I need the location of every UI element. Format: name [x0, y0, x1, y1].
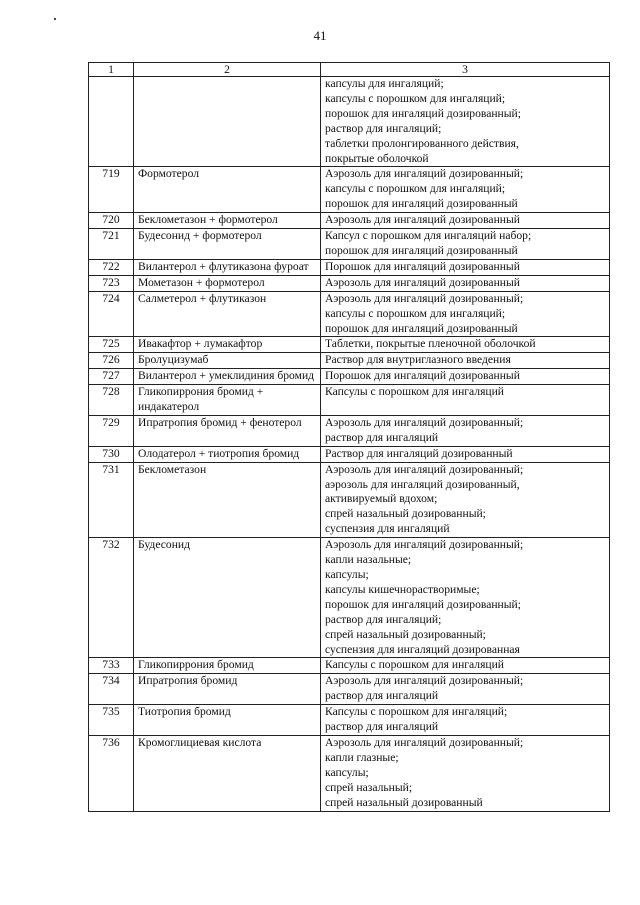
table-row [89, 674, 610, 705]
row-number: 720 [89, 213, 134, 229]
dosage-forms [321, 259, 610, 275]
dosage-form-line: спрей назальный дозированный; [325, 627, 486, 641]
dosage-forms [321, 337, 610, 353]
dosage-form-line: порошок для ингаляций дозированный; [325, 597, 521, 611]
row-number: 723 [89, 275, 134, 291]
row-number: 719 [89, 167, 134, 213]
dosage-form-line: Порошок для ингаляций дозированный [325, 369, 520, 383]
dosage-forms [321, 538, 610, 658]
dosage-form-line: Капсулы с порошком для ингаляций [325, 385, 505, 399]
table-row [89, 446, 610, 462]
dosage-form-line: раствор для ингаляций [325, 689, 439, 703]
dosage-form-line: Раствор для внутриглазного введения [325, 353, 511, 367]
dosage-form-line: Аэрозоль для ингаляций дозированный; [325, 291, 524, 305]
drug-name: Тиотропия бромид [134, 705, 321, 736]
drug-name: Гликопиррония бромид [134, 658, 321, 674]
row-number: 727 [89, 369, 134, 385]
row-number: 721 [89, 229, 134, 260]
dosage-forms [321, 446, 610, 462]
dosage-form-line: Аэрозоль для ингаляций дозированный; [325, 538, 524, 552]
dosage-forms [321, 735, 610, 811]
dosage-form-line: аэрозоль для ингаляций дозированный, [325, 477, 520, 491]
dosage-form-line: суспензия для ингаляций [325, 522, 450, 536]
dosage-form-line: порошок для ингаляций дозированный; [325, 106, 521, 120]
scan-speck [54, 18, 56, 20]
dosage-forms [321, 385, 610, 416]
dosage-form-line: капли назальные; [325, 553, 412, 567]
dosage-form-line: спрей назальный дозированный; [325, 507, 486, 521]
dosage-form-line: капсулы для ингаляций; [325, 77, 444, 90]
table-row [89, 735, 610, 811]
dosage-form-line: суспензия для ингаляций дозированная [325, 642, 520, 656]
table-row [89, 229, 610, 260]
dosage-forms [321, 369, 610, 385]
table-body [89, 77, 610, 812]
table-row [89, 353, 610, 369]
dosage-form-line: раствор для ингаляций [325, 430, 439, 444]
row-number: 735 [89, 705, 134, 736]
dosage-forms [321, 658, 610, 674]
row-number: 736 [89, 735, 134, 811]
row-number: 724 [89, 291, 134, 337]
table-row [89, 658, 610, 674]
dosage-form-line: Аэрозоль для ингаляций дозированный; [325, 415, 524, 429]
dosage-forms [321, 229, 610, 260]
row-number: 734 [89, 674, 134, 705]
table-row [89, 77, 610, 167]
dosage-form-line: спрей назальный дозированный [325, 795, 483, 809]
drug-name: Беклометазон + формотерол [134, 213, 321, 229]
dosage-form-line: Раствор для ингаляций дозированный [325, 446, 513, 460]
dosage-form-line: Аэрозоль для ингаляций дозированный [325, 213, 520, 227]
table-row [89, 337, 610, 353]
dosage-forms [321, 167, 610, 213]
dosage-form-line: капсулы с порошком для ингаляций; [325, 306, 506, 320]
row-number: 733 [89, 658, 134, 674]
column-header-3: 3 [321, 63, 610, 77]
dosage-form-line: раствор для ингаляций [325, 720, 439, 734]
table-row [89, 291, 610, 337]
table-row [89, 259, 610, 275]
drug-name: Будесонид [134, 538, 321, 658]
drug-name: Ивакафтор + лумакафтор [134, 337, 321, 353]
dosage-form-line: Капсулы с порошком для ингаляций; [325, 705, 508, 719]
table-row [89, 538, 610, 658]
drug-name: Вилантерол + флутиказона фуроат [134, 259, 321, 275]
drug-name: Гликопиррония бромид + индакатерол [134, 385, 321, 416]
drug-name: Ипратропия бромид + фенотерол [134, 415, 321, 446]
dosage-form-line: раствор для ингаляций; [325, 612, 442, 626]
dosage-form-line: Аэрозоль для ингаляций дозированный [325, 275, 520, 289]
dosage-form-line: раствор для ингаляций; [325, 121, 442, 135]
drug-name: Ипратропия бромид [134, 674, 321, 705]
table-row [89, 167, 610, 213]
dosage-form-line: капсулы с порошком для ингаляций; [325, 182, 506, 196]
dosage-form-line: капсулы; [325, 568, 369, 581]
dosage-forms [321, 77, 610, 167]
drug-name: Беклометазон [134, 462, 321, 538]
dosage-form-line: активируемый вдохом; [325, 492, 438, 506]
drug-name: Вилантерол + умеклидиния бромид [134, 369, 321, 385]
drug-name: Салметерол + флутиказон [134, 291, 321, 337]
dosage-form-line: Капсул с порошком для ингаляций набор; [325, 229, 532, 243]
dosage-forms [321, 462, 610, 538]
drug-name [134, 77, 321, 167]
dosage-forms [321, 705, 610, 736]
dosage-form-line: покрытые оболочкой [325, 151, 429, 165]
dosage-form-line: таблетки пролонгированного действия, [325, 136, 519, 150]
row-number: 728 [89, 385, 134, 416]
row-number: 726 [89, 353, 134, 369]
dosage-forms [321, 291, 610, 337]
drug-name: Формотерол [134, 167, 321, 213]
dosage-form-line: Аэрозоль для ингаляций дозированный; [325, 462, 524, 476]
row-number: 732 [89, 538, 134, 658]
row-number: 722 [89, 259, 134, 275]
dosage-form-line: Таблетки, покрытые пленочной оболочкой [325, 337, 536, 351]
table-row [89, 415, 610, 446]
dosage-form-line: капли глазные; [325, 750, 399, 764]
table-row [89, 705, 610, 736]
dosage-form-line: Порошок для ингаляций дозированный [325, 259, 520, 273]
dosage-form-line: капсулы с порошком для ингаляций; [325, 91, 506, 105]
row-number [89, 77, 134, 167]
dosage-form-line: капсулы; [325, 765, 369, 779]
dosage-form-line: порошок для ингаляций дозированный [325, 243, 518, 257]
row-number: 730 [89, 446, 134, 462]
table-row [89, 462, 610, 538]
dosage-form-line: Аэрозоль для ингаляций дозированный; [325, 735, 524, 749]
dosage-form-line: порошок для ингаляций дозированный [325, 321, 518, 335]
dosage-form-line: порошок для ингаляций дозированный [325, 197, 518, 211]
dosage-form-line: капсулы кишечнорастворимые; [325, 582, 480, 596]
drug-name: Мометазон + формотерол [134, 275, 321, 291]
page-number: 41 [313, 28, 327, 43]
drug-name: Бролуцизумаб [134, 353, 321, 369]
dosage-form-line: спрей назальный; [325, 780, 413, 794]
dosage-forms [321, 353, 610, 369]
table-row [89, 369, 610, 385]
dosage-form-line: Аэрозоль для ингаляций дозированный; [325, 674, 524, 688]
drug-table [88, 62, 610, 812]
dosage-form-line: Капсулы с порошком для ингаляций [325, 658, 505, 672]
table-row [89, 275, 610, 291]
table-row [89, 213, 610, 229]
dosage-forms [321, 213, 610, 229]
row-number: 729 [89, 415, 134, 446]
column-header-1: 1 [89, 63, 134, 77]
dosage-forms [321, 415, 610, 446]
dosage-forms [321, 674, 610, 705]
dosage-form-line: Аэрозоль для ингаляций дозированный; [325, 167, 524, 181]
row-number: 731 [89, 462, 134, 538]
drug-name: Кромоглициевая кислота [134, 735, 321, 811]
dosage-forms [321, 275, 610, 291]
table-header-row [89, 63, 610, 77]
row-number: 725 [89, 337, 134, 353]
table-row [89, 385, 610, 416]
column-header-2: 2 [134, 63, 321, 77]
drug-name: Олодатерол + тиотропия бромид [134, 446, 321, 462]
drug-name: Будесонид + формотерол [134, 229, 321, 260]
